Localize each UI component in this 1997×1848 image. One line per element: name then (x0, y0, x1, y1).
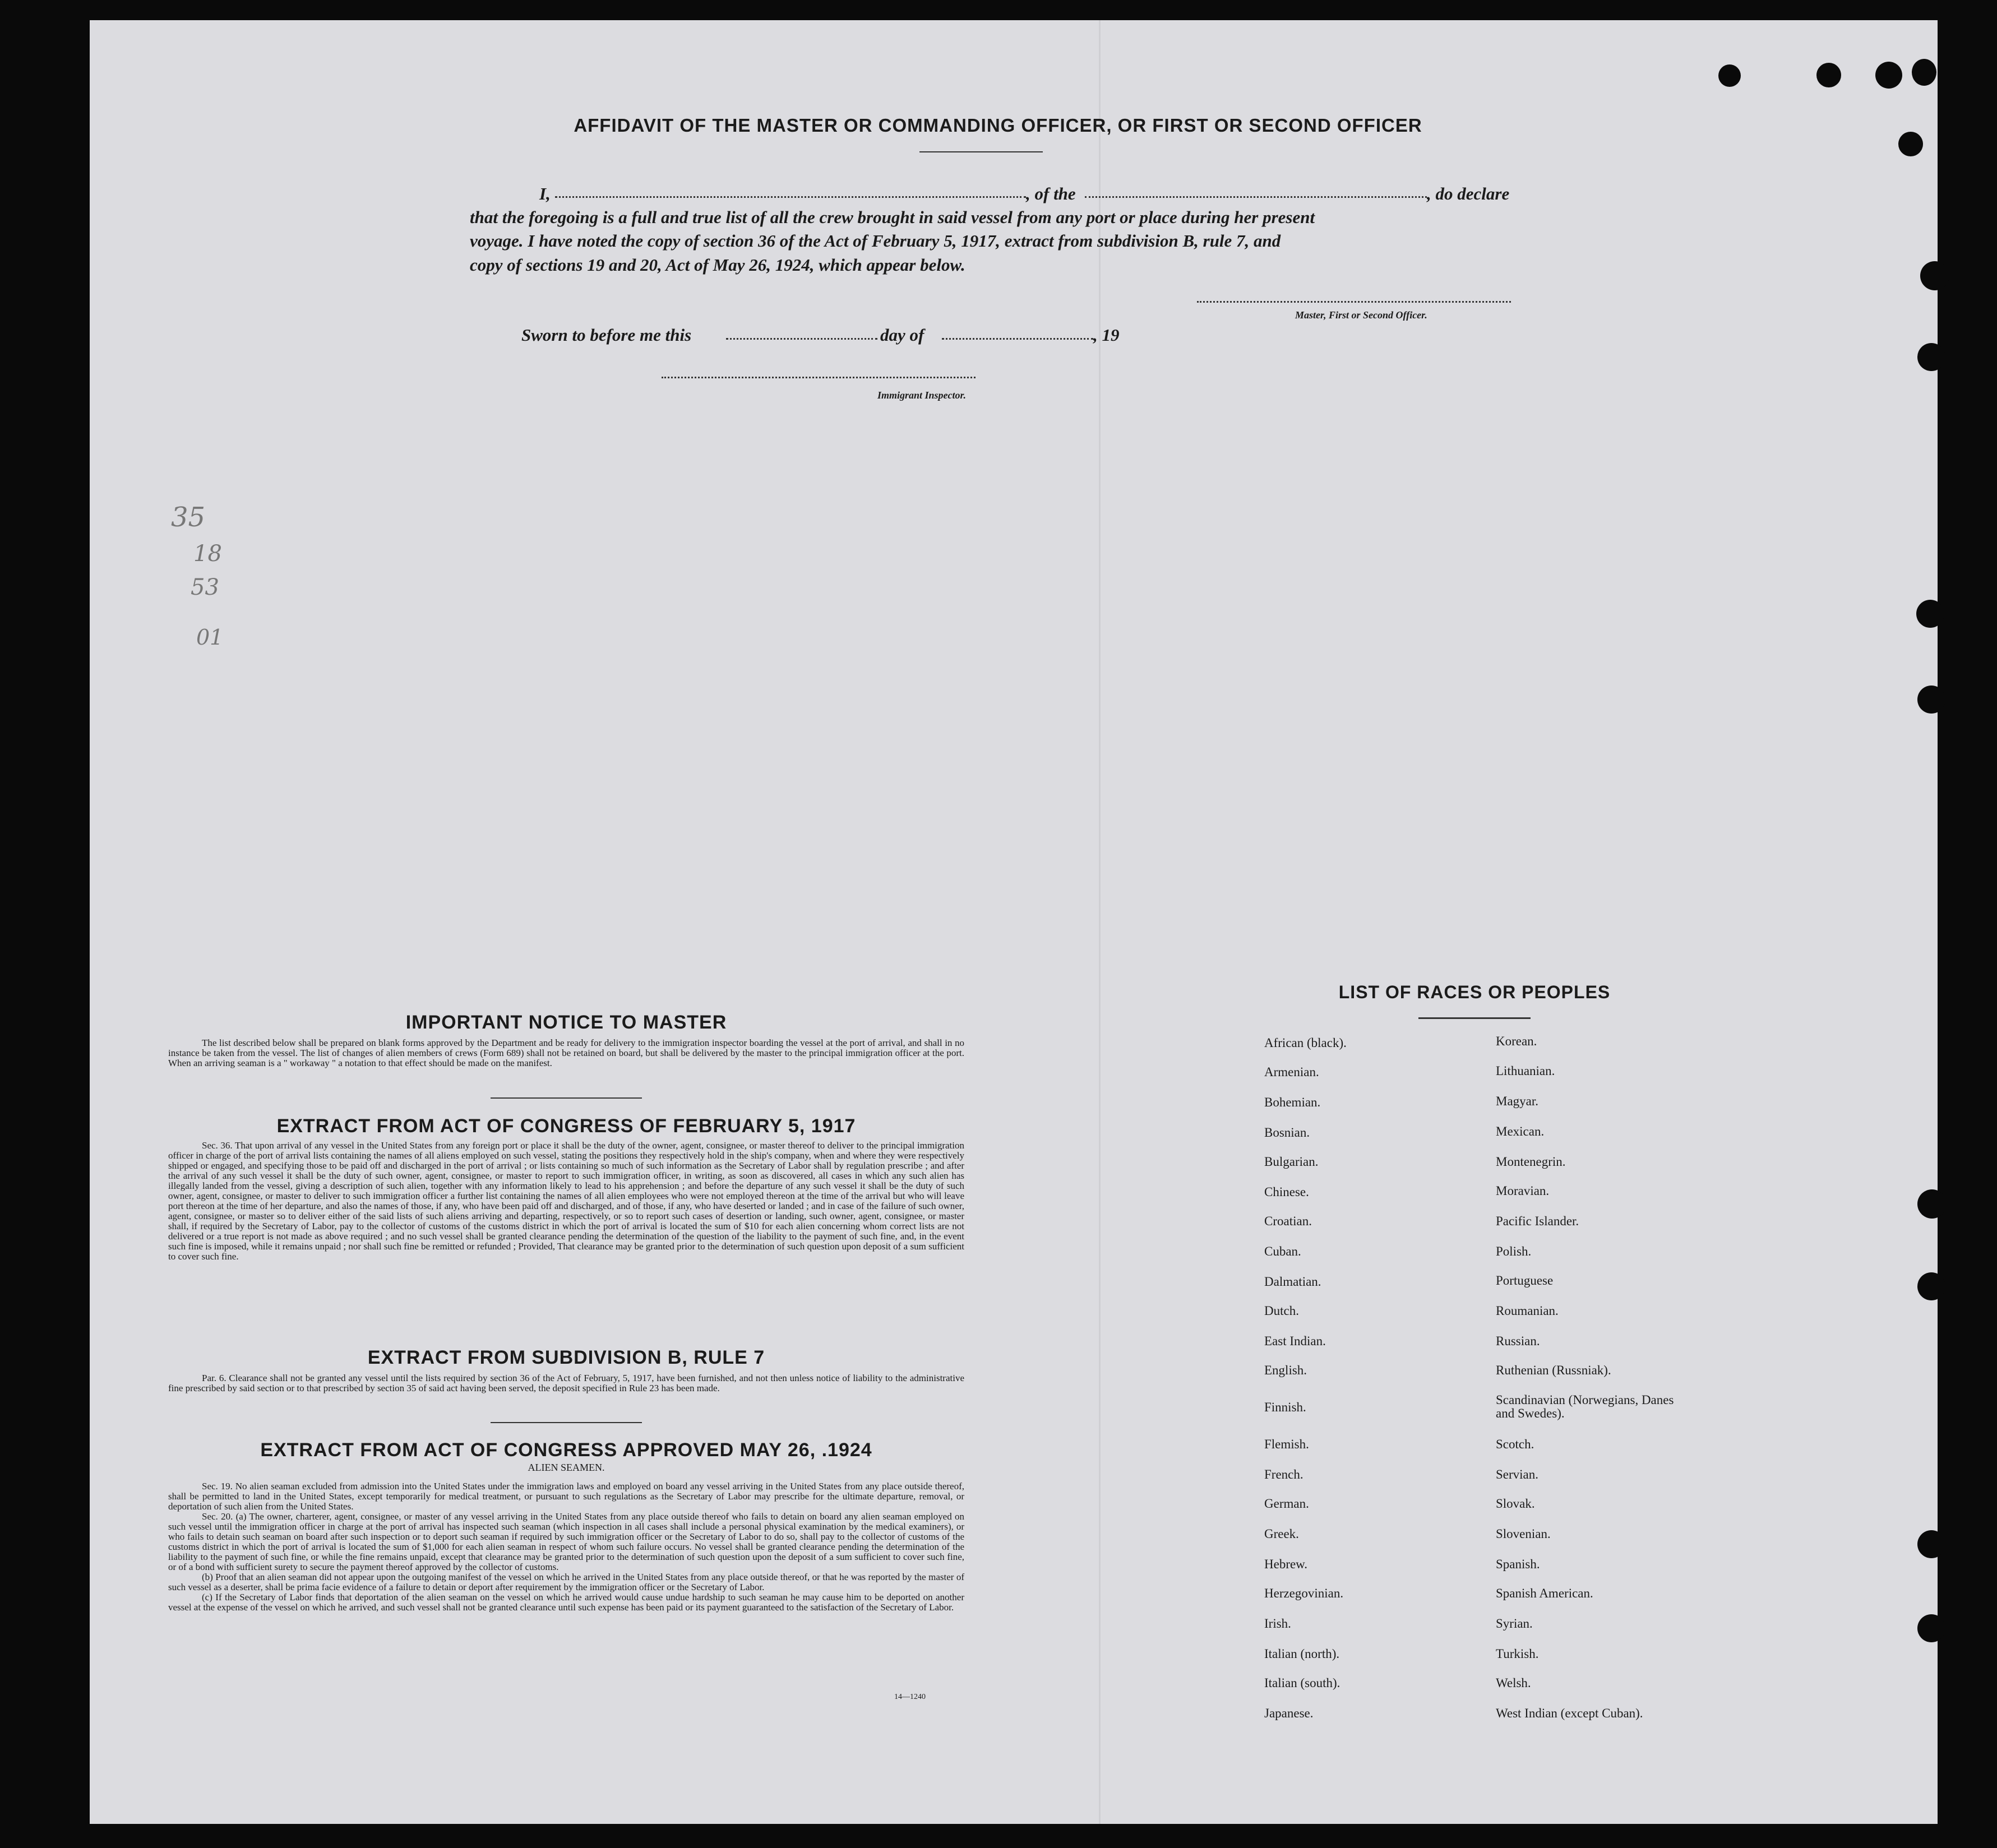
year-label: , 19 (1093, 325, 1120, 345)
declarant-name-field[interactable] (555, 196, 1026, 198)
race-item: Mexican. (1496, 1124, 1545, 1138)
section-36-paragraph: Sec. 36. That upon arrival of any vessel in the United States from any foreign port or place it shall be the duty of the owner, agent, consignee, or master thereof to deliver to the principal immigration officer in charge of the port of arrival lists containing the names of all aliens employed on such vessel, stating the positions they respectively hold in the ship's company, when and where they were respectively shipped or engaged, and specifying those to be paid off and discharged in the port of arrival ; or lists containing so much of such information as the Secretary of Labor shall by regulation prescribe ; and after the arrival of any such vessel it shall be the duty of such owner, agent, consignee, or master to report to such immigration officer, in writing, as soon as discovered, all cases in which any such alien has illegally landed from the vessel, giving a description of such alien, together with any information likely to lead to his apprehension ; and before the departure of any such vessel it shall be the duty of such owner, agent, consignee, or master to deliver to such immigration officer a further list containing the names of all alien employees who were not employed thereon at the time of the arrival but who will leave port thereon at the time of her departure, and also the names of those, if any, who have been paid off and discharged, and of those, if any, who have deserted or landed ; and in case of the failure of such owner, agent, consignee, or master so to deliver either of the said lists of such aliens arriving and departing, respectively, or so to report such cases of desertion or landing, such owner, agent, consignee, or master shall, if required by the Secretary of Labor, pay to the collector of customs of the customs district in which the port of arrival is located the sum of $10 for each alien concerning whom correct lists are not delivered or a true report is not made as above required ; and no such vessel shall be granted clearance pending the determination of the question of the liability to the payment of such fine, and, in the event such fine is imposed, while it remains unpaid ; nor shall such fine be remitted or refunded ; Provided, That clearance may be granted prior to the determination of such question upon deposit of a sum sufficient to cover such fine. (168, 1140, 964, 1262)
binder-hole (1816, 63, 1841, 87)
extract-1917-body (168, 1141, 964, 1262)
extract-1917-title: EXTRACT FROM ACT OF CONGRESS OF FEBRUARY 5, 1917 (276, 1115, 856, 1137)
binder-hole (1920, 261, 1949, 290)
form-number: 14—1240 (894, 1693, 926, 1701)
race-item: Welsh. (1496, 1676, 1531, 1690)
race-item: East Indian. (1264, 1334, 1326, 1348)
race-item: Finnish. (1264, 1400, 1306, 1414)
inspector-caption: Immigrant Inspector. (877, 390, 967, 401)
officer-caption: Master, First or Second Officer. (1295, 309, 1427, 321)
race-item: African (black). (1264, 1036, 1347, 1050)
race-item: Italian (north). (1264, 1647, 1340, 1661)
binder-hole (1917, 343, 1945, 371)
sworn-label: Sworn to before me this (521, 325, 692, 345)
race-item: Hebrew. (1264, 1557, 1308, 1571)
section-20a-paragraph: Sec. 20. (a) The owner, charterer, agent, consignee, or master of any vessel arriving in the United States from any place outside thereof who fails to detain on board any alien seaman employed on such vessel until the immigration officer in charge at the port of arrival has inspected such seaman (which inspection in all cases shall include a personal physical examination by the medical examiners), or who fails to detain such seaman on board after such inspection or to deport such seaman if required by such immigration officer or the Secretary of Labor to do so, shall pay to the collector of customs of the customs district in which the port of arrival is located the sum of $1,000 for each alien seaman in respect of whom such failure occurs. No vessel shall be granted clearance pending the determination of the liability to the payment of such fine, or while the fine remains unpaid, except that clearance may be granted prior to the determination of such question upon the deposit of a sum sufficient to cover such fine, or of a bond with sufficient surety to secure the payment thereof approved by the collector of customs. (168, 1511, 964, 1572)
race-item: Korean. (1496, 1034, 1537, 1048)
race-item: Turkish. (1496, 1647, 1539, 1661)
race-item: Armenian. (1264, 1065, 1319, 1079)
race-item: French. (1264, 1467, 1303, 1481)
rule-7-paragraph: Par. 6. Clearance shall not be granted any vessel until the lists required by section 36 of the Act of February, 5, 1917, have been furnished, and not then unless notice of liability to the administrative fine prescribed by said section or to that prescribed by section 35 of said act having been served, the deposit specified in Rule 23 has been made. (168, 1373, 964, 1393)
sworn-month-field[interactable] (942, 338, 1093, 340)
extract-1924-body (168, 1481, 964, 1613)
race-item: Flemish. (1264, 1437, 1309, 1451)
race-item: Cuban. (1264, 1244, 1301, 1258)
affidavit-line-4: copy of sections 19 and 20, Act of May 26, 1924, which appear below. (470, 255, 965, 275)
do-declare-label: , do declare (1427, 184, 1510, 203)
races-title-rule (1418, 1017, 1531, 1019)
race-item: Roumanian. (1496, 1304, 1559, 1318)
race-item: Slovak. (1496, 1497, 1535, 1511)
rule-7-rule (491, 1422, 642, 1423)
race-item: Croatian. (1264, 1214, 1312, 1228)
race-item: Lithuanian. (1496, 1064, 1555, 1078)
notice-body (168, 1038, 964, 1068)
race-item: Spanish. (1496, 1557, 1540, 1571)
affidavit-line-3: voyage. I have noted the copy of section 36 of the Act of February 5, 1917, extract from subdivision B, rule 7, and (470, 231, 1281, 251)
extract-1924-title: EXTRACT FROM ACT OF CONGRESS APPROVED MAY 26, .1924 (260, 1439, 872, 1461)
race-item: Japanese. (1264, 1706, 1314, 1720)
alien-seamen-subtitle: ALIEN SEAMEN. (528, 1462, 605, 1473)
race-item: Scandinavian (Norwegians, Danes and Swedes). (1496, 1393, 1674, 1420)
race-item: Servian. (1496, 1467, 1539, 1481)
race-item: Chinese. (1264, 1185, 1309, 1199)
race-item: English. (1264, 1363, 1307, 1377)
binder-hole (1917, 1272, 1945, 1300)
race-item: Bosnian. (1264, 1126, 1310, 1140)
notice-paragraph: The list described below shall be prepared on blank forms approved by the Department and be ready for delivery to the immigration inspector boarding the vessel at the port of arrival, and shall in no instance be taken from the vessel. The list of changes of alien members of crews (Form 689) shall not be retained on board, but shall be delivered by the master to the principal immigration officer at the port. When an arriving seaman is a " workaway " a notation to that effect should be made on the manifest. (168, 1038, 964, 1068)
officer-signature-line[interactable] (1197, 301, 1511, 303)
race-item: Montenegrin. (1496, 1155, 1566, 1169)
race-item: Syrian. (1496, 1617, 1533, 1631)
section-19-paragraph: Sec. 19. No alien seaman excluded from admission into the United States under the immigration laws and employed on board any vessel arriving in the United States from any place outside thereof, shall be permitted to land in the United States, except temporarily for medical treatment, or pursuant to such regulations as the Secretary of Labor may prescribe for the ultimate departure, removal, or deportation of such alien from the United States. (168, 1481, 964, 1512)
section-20b-paragraph: (b) Proof that an alien seaman did not appear upon the outgoing manifest of the vessel on which he arrived in the United States from any place outside thereof, or that he was reported by the master of such vessel as a deserter, shall be prima facie evidence of a failure to detain or deport after requirement by the immigration officer or the Secretary of Labor. (168, 1572, 964, 1592)
binder-hole (1912, 59, 1936, 86)
race-item: German. (1264, 1497, 1309, 1511)
vessel-name-field[interactable] (1085, 196, 1427, 198)
races-title: LIST OF RACES OR PEOPLES (1338, 982, 1611, 1002)
binder-hole (1718, 64, 1741, 87)
race-item: Dalmatian. (1264, 1275, 1321, 1289)
race-item: Polish. (1496, 1244, 1532, 1258)
race-item: Portuguese (1496, 1273, 1554, 1287)
binder-hole (1916, 600, 1944, 628)
race-item: Greek. (1264, 1527, 1299, 1541)
race-item: Irish. (1264, 1617, 1291, 1631)
race-item: Pacific Islander. (1496, 1214, 1579, 1228)
section-20c-paragraph: (c) If the Secretary of Labor finds that deportation of the alien seaman on the vessel on which he arrived would cause undue hardship to such seaman he may cause him to be deported on another vessel at the expense of the vessel on which he arrived, and such vessel shall not be granted clearance until such expense has been paid or its payment guaranteed to the satisfaction of the Secretary of Labor. (168, 1592, 964, 1613)
race-item: Moravian. (1496, 1184, 1550, 1198)
binder-hole (1898, 132, 1923, 156)
binder-hole (1917, 686, 1945, 714)
pencil-note-1: 35 (171, 502, 206, 533)
pencil-note-2: 18 (193, 541, 222, 567)
pencil-note-3: 53 (191, 575, 219, 600)
binder-hole (1917, 1530, 1945, 1558)
inspector-signature-line[interactable] (662, 377, 976, 378)
race-item: Herzegovinian. (1264, 1586, 1344, 1600)
notice-title: IMPORTANT NOTICE TO MASTER (405, 1012, 727, 1033)
affidavit-line-2: that the foregoing is a full and true list of all the crew brought in said vessel from any port or place during her present (470, 207, 1315, 227)
race-item: Dutch. (1264, 1304, 1299, 1318)
race-item: Ruthenian (Russniak). (1496, 1363, 1611, 1377)
binder-hole (1875, 62, 1902, 89)
declarant-prefix: I, (539, 184, 551, 203)
race-item: Scotch. (1496, 1437, 1534, 1451)
of-the-label: , of the (1026, 184, 1076, 203)
sworn-day-field[interactable] (726, 338, 877, 340)
race-item: Bulgarian. (1264, 1155, 1319, 1169)
race-item: Italian (south). (1264, 1676, 1340, 1690)
day-of-label: day of (880, 325, 924, 345)
race-item: Russian. (1496, 1334, 1540, 1348)
race-item: West Indian (except Cuban). (1496, 1706, 1643, 1720)
rule-7-body (168, 1373, 964, 1393)
binder-hole (1917, 1614, 1945, 1642)
race-item: Magyar. (1496, 1094, 1539, 1108)
fold-line (1099, 20, 1101, 1824)
race-item: Bohemian. (1264, 1095, 1321, 1109)
pencil-note-4: 01 (196, 625, 224, 650)
binder-hole (1917, 1189, 1947, 1219)
notice-rule (491, 1097, 642, 1099)
race-item: Slovenian. (1496, 1527, 1551, 1541)
race-item: Spanish American. (1496, 1586, 1593, 1600)
rule-7-title: EXTRACT FROM SUBDIVISION B, RULE 7 (367, 1347, 765, 1368)
affidavit-title: AFFIDAVIT OF THE MASTER OR COMMANDING OFFICER, OR FIRST OR SECOND OFFICER (574, 115, 1422, 136)
affidavit-title-rule (919, 151, 1043, 152)
